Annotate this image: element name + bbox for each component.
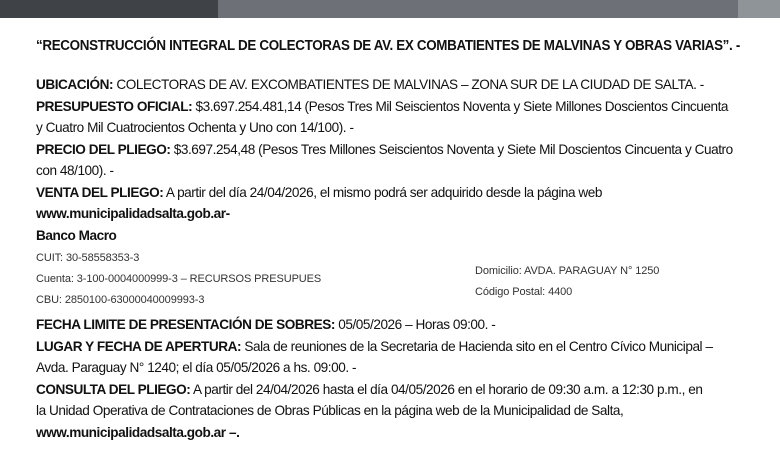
bank-cuit: CUIT: 30-58558353-3 [36, 252, 140, 264]
header-bar-mid-segment [218, 0, 780, 18]
tender-notice [36, 38, 756, 443]
bank-codigo-postal: Código Postal: 4400 [475, 286, 573, 298]
venta-label: VENTA DEL PLIEGO: [36, 184, 164, 200]
header-bar-light-segment [738, 0, 780, 18]
precio-line-2: con 48/100). - [36, 163, 114, 178]
bank-account-block [36, 248, 321, 311]
ubicacion-label: UBICACIÓN: [36, 77, 114, 92]
consulta-value-1: A partir del 24/04/2026 hasta el día 04/05/2026 en el horario de 09:30 a.m. a 12:30 p.m., en [190, 381, 703, 397]
consulta-web-link[interactable]: www.municipalidadsalta.gob.ar –. [36, 424, 240, 440]
venta-web-link[interactable]: www.municipalidadsalta.gob.ar- [36, 206, 230, 221]
fecha-limite-line [36, 314, 756, 336]
precio-line-1 [36, 139, 756, 161]
apertura-label: LUGAR Y FECHA DE APERTURA: [36, 338, 242, 354]
consulta-line-2: la Unidad Operativa de Contrataciones de Obras Públicas en la página web de la Municipalidad de Salta, [36, 403, 624, 418]
header-bar [0, 0, 780, 18]
apertura-line-1 [36, 336, 756, 358]
consulta-label: CONSULTA DEL PLIEGO: [36, 381, 191, 397]
presupuesto-label: PRESUPUESTO OFICIAL: [36, 98, 193, 114]
fecha-limite-value: 05/05/2026 – Horas 09:00. - [334, 317, 496, 332]
notice-title: “RECONSTRUCCIÓN INTEGRAL DE COLECTORAS DE AV. EX COMBATIENTES DE MALVINAS Y OBRAS VARIAS”. - [36, 38, 740, 54]
header-bar-dark-segment [0, 0, 218, 18]
bank-address-block [475, 261, 659, 303]
bank-details [36, 248, 756, 314]
fecha-limite-label: FECHA LIMITE DE PRESENTACIÓN DE SOBRES: [36, 317, 335, 332]
precio-value-1: $3.697.254,48 (Pesos Tres Millones Seiscientos Noventa y Siete Mil Doscientos Cincuenta y Cuatro [170, 141, 733, 157]
apertura-line-2: Avda. Paraguay N° 1240; el día 05/05/2026 a hs. 09:00. - [36, 360, 357, 375]
ubicacion-value: COLECTORAS DE AV. EXCOMBATIENTES DE MALVINAS – ZONA SUR DE LA CIUDAD DE SALTA. - [113, 77, 704, 92]
precio-label: PRECIO DEL PLIEGO: [36, 141, 171, 157]
ubicacion-line [36, 74, 756, 96]
bank-domicilio: Domicilio: AVDA. PARAGUAY N° 1250 [475, 265, 660, 277]
consulta-line-1 [36, 379, 756, 401]
venta-value: A partir del día 24/04/2026, el mismo podrá ser adquirido desde la página web [163, 184, 603, 200]
apertura-value-1: Sala de reuniones de la Secretaria de Hacienda sito en el Centro Cívico Municipal – [241, 338, 713, 354]
presupuesto-line-1 [36, 96, 756, 118]
presupuesto-line-2: y Cuatro Mil Cuatrocientos Ochenta y Uno con 14/100). - [36, 120, 354, 135]
bank-cuenta: Cuenta: 3-100-0004000999-3 – RECURSOS PRESUPUES [36, 273, 322, 285]
bank-cbu: CBU: 2850100-63000040009993-3 [36, 294, 205, 306]
bank-name: Banco Macro [36, 227, 117, 243]
venta-line [36, 182, 756, 204]
presupuesto-value-1: $3.697.254.481,14 (Pesos Tres Mil Seiscientos Noventa y Siete Millones Doscientos Cincuenta [192, 98, 729, 114]
